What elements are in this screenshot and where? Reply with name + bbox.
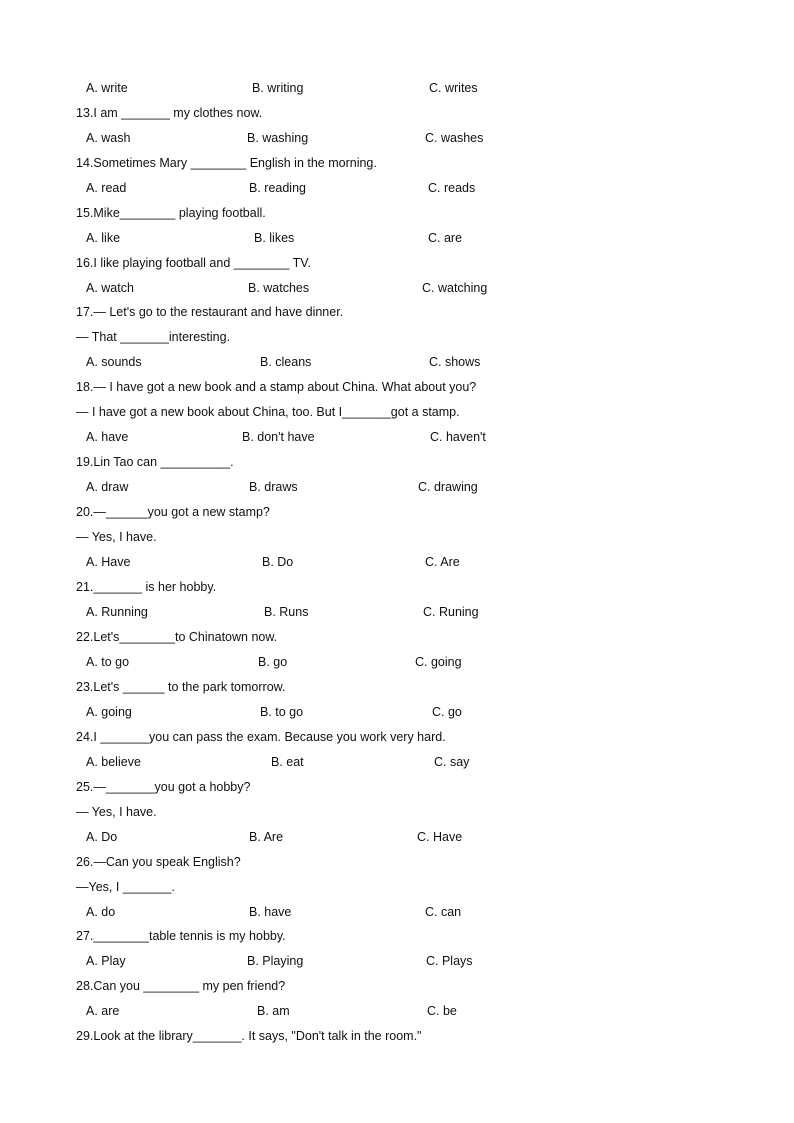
answer-option-a: A. believe [86,755,141,769]
answer-option-b: B. go [258,655,288,669]
answer-options [0,352,794,372]
answer-option-b: B. watches [248,281,310,295]
answer-options [0,602,794,622]
answer-option-c: C. can [425,905,462,919]
answer-option-c: C. be [427,1004,457,1018]
answer-option-c: C. Runing [423,605,479,619]
question-line: 21._______ is her hobby. [76,580,217,594]
answer-option-b: B. eat [271,755,304,769]
question-line: 20.—______you got a new stamp? [76,505,270,519]
question-line: 28.Can you ________ my pen friend? [76,979,286,993]
answer-options [0,128,794,148]
question-line: 18.— I have got a new book and a stamp about China. What about you? [76,380,477,394]
answer-option-a: A. do [86,905,116,919]
answer-option-b: B. Are [249,830,284,844]
answer-option-a: A. Do [86,830,118,844]
answer-option-a: A. write [86,81,128,95]
answer-option-c: C. say [434,755,470,769]
answer-options [0,702,794,722]
answer-option-c: C. are [428,231,463,245]
answer-option-c: C. haven't [430,430,486,444]
question-line: 22.Let's________to Chinatown now. [76,630,278,644]
answer-option-a: A. sounds [86,355,142,369]
answer-option-c: C. reads [428,181,476,195]
answer-option-b: B. draws [249,480,298,494]
question-line: 29.Look at the library_______. It says, "Don't talk in the room." [76,1029,422,1043]
answer-options [0,427,794,447]
answer-option-a: A. to go [86,655,130,669]
question-line: 25.—_______you got a hobby? [76,780,251,794]
answer-option-c: C. washes [425,131,484,145]
answer-option-a: A. read [86,181,127,195]
question-line: 23.Let's ______ to the park tomorrow. [76,680,286,694]
answer-option-a: A. like [86,231,121,245]
question-line: —Yes, I _______. [76,880,175,894]
question-line: 17.— Let's go to the restaurant and have dinner. [76,305,344,319]
answer-options [0,827,794,847]
answer-options [0,178,794,198]
answer-options [0,228,794,248]
question-line: 13.I am _______ my clothes now. [76,106,263,120]
answer-options [0,902,794,922]
answer-option-a: A. Running [86,605,148,619]
answer-option-c: C. shows [429,355,481,369]
answer-option-a: A. watch [86,281,134,295]
answer-option-b: B. have [249,905,292,919]
question-line: 15.Mike________ playing football. [76,206,266,220]
answer-option-a: A. are [86,1004,120,1018]
answer-option-a: A. Play [86,954,126,968]
answer-option-b: B. am [257,1004,290,1018]
question-line: — Yes, I have. [76,530,157,544]
answer-option-a: A. wash [86,131,131,145]
answer-option-c: C. writes [429,81,478,95]
question-line: 24.I _______you can pass the exam. Because you work very hard. [76,730,446,744]
answer-option-b: B. likes [254,231,295,245]
answer-option-a: A. draw [86,480,129,494]
answer-option-b: B. cleans [260,355,312,369]
question-line: 19.Lin Tao can __________. [76,455,234,469]
answer-option-c: C. drawing [418,480,478,494]
answer-option-c: C. Are [425,555,460,569]
answer-options [0,1001,794,1021]
answer-option-a: A. have [86,430,129,444]
question-line: — That _______interesting. [76,330,231,344]
answer-options [0,78,794,98]
answer-options [0,278,794,298]
question-line: — Yes, I have. [76,805,157,819]
question-line: 14.Sometimes Mary ________ English in the morning. [76,156,377,170]
answer-option-b: B. don't have [242,430,315,444]
answer-options [0,951,794,971]
answer-options [0,477,794,497]
answer-option-b: B. Do [262,555,294,569]
answer-options [0,652,794,672]
answer-option-b: B. washing [247,131,309,145]
answer-option-b: B. to go [260,705,304,719]
answer-option-b: B. reading [249,181,306,195]
answer-options [0,552,794,572]
answer-option-c: C. Have [417,830,463,844]
answer-option-a: A. going [86,705,132,719]
answer-option-c: C. going [415,655,462,669]
answer-option-a: A. Have [86,555,131,569]
question-line: 16.I like playing football and ________ TV. [76,256,311,270]
question-line: 27.________table tennis is my hobby. [76,929,286,943]
answer-option-c: C. watching [422,281,488,295]
answer-options [0,752,794,772]
answer-option-c: C. Plays [426,954,473,968]
answer-option-b: B. writing [252,81,304,95]
answer-option-b: B. Runs [264,605,309,619]
answer-option-c: C. go [432,705,462,719]
answer-option-b: B. Playing [247,954,304,968]
question-line: — I have got a new book about China, too. But I_______got a stamp. [76,405,460,419]
question-line: 26.—Can you speak English? [76,855,241,869]
